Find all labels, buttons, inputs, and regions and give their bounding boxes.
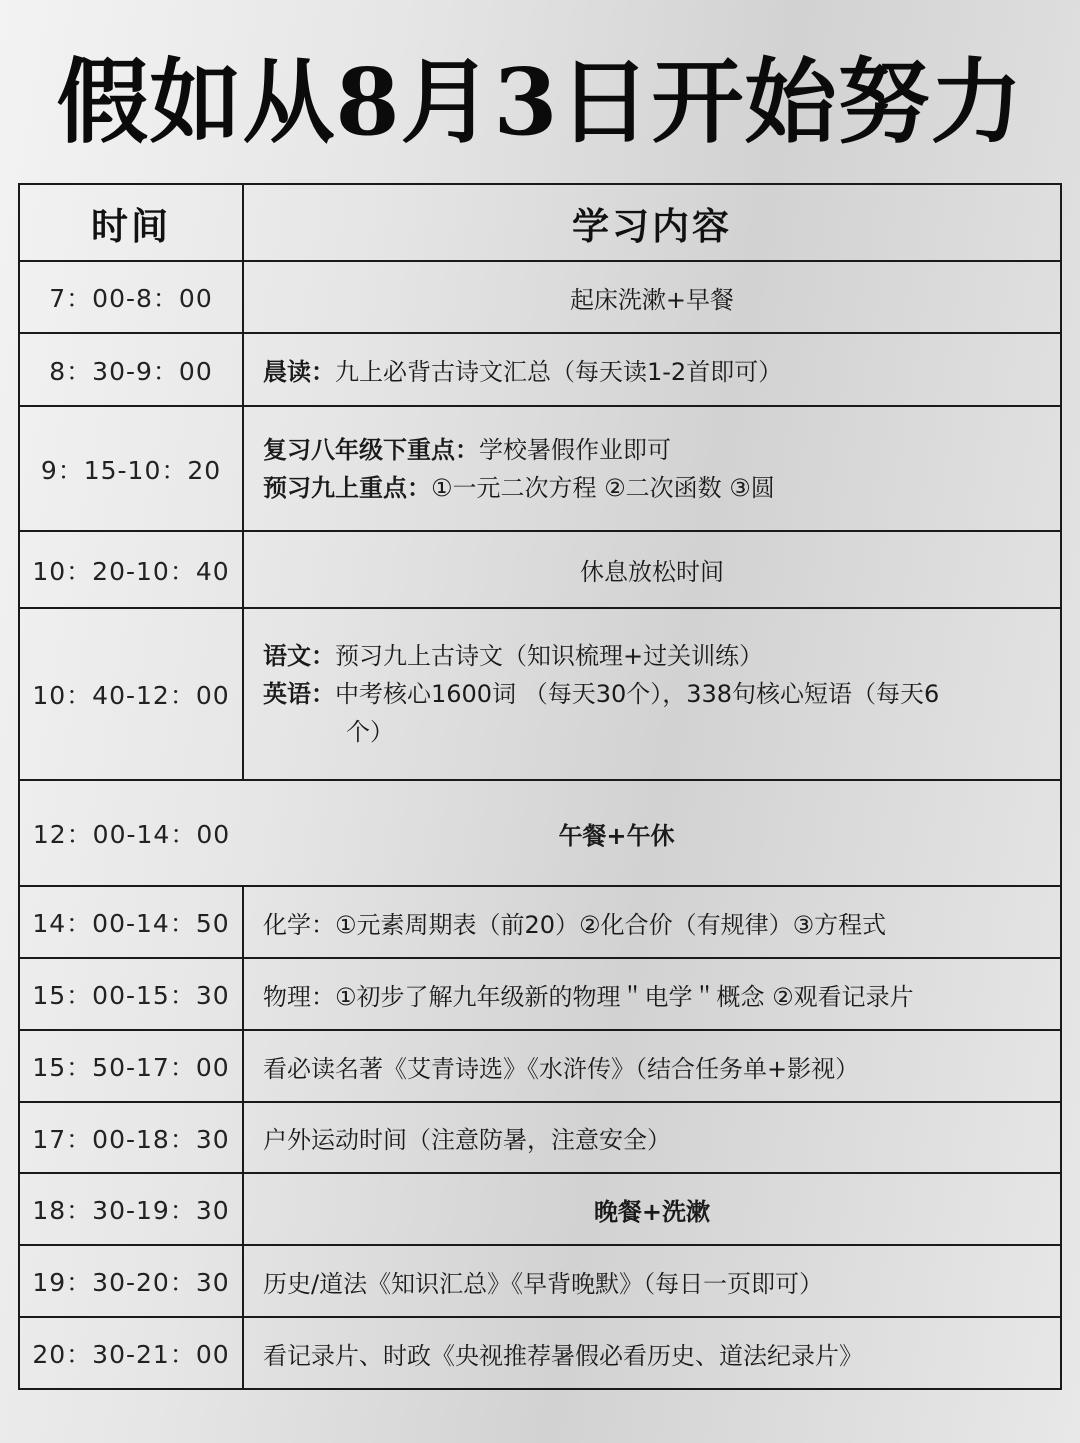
- row-time: 17：00-18：30: [19, 1102, 243, 1173]
- row-time: 18：30-19：30: [19, 1173, 243, 1245]
- row-content: 休息放松时间: [243, 531, 1061, 608]
- row-time: 10：40-12：00: [19, 608, 243, 780]
- table-header-row: [19, 184, 1061, 261]
- row-content: 晚餐+洗漱: [243, 1173, 1061, 1245]
- row-time: 14：00-14：50: [19, 886, 243, 958]
- table-row: [19, 261, 1061, 333]
- row-time: 12：00-14：00: [19, 780, 243, 886]
- row-content: [243, 608, 1061, 780]
- table-row: [19, 531, 1061, 608]
- table-row: [19, 780, 1061, 886]
- table-row: [19, 1030, 1061, 1102]
- row-content: 历史/道法《知识汇总》《早背晚默》（每日一页即可）: [243, 1245, 1061, 1317]
- table-row: [19, 1102, 1061, 1173]
- row-time: 10：20-10：40: [19, 531, 243, 608]
- table-row: [19, 958, 1061, 1030]
- table-row: [19, 886, 1061, 958]
- row-time: 7：00-8：00: [19, 261, 243, 333]
- row-text: 个）: [346, 718, 394, 746]
- row-label: 英语：: [263, 680, 335, 708]
- row-label: 语文：: [263, 642, 335, 670]
- schedule-table: [18, 183, 1062, 1390]
- row-label: 复习八年级下重点：: [263, 435, 479, 464]
- page-title: 假如从8月3日开始努力: [56, 48, 1024, 156]
- row-text: 九上必背古诗文汇总（每天读1-2首即可）: [335, 358, 783, 386]
- row-text: 预习九上古诗文（知识梳理+过关训练）: [335, 642, 764, 670]
- table-row: [19, 333, 1061, 406]
- row-content: 户外运动时间（注意防暑，注意安全）: [243, 1102, 1061, 1173]
- row-content: 看记录片、时政《央视推荐暑假必看历史、道法纪录片》: [243, 1317, 1061, 1389]
- table-row: [19, 608, 1061, 780]
- row-time: 9：15-10：20: [19, 406, 243, 531]
- row-content: 化学：①元素周期表（前20）②化合价（有规律）③方程式: [243, 886, 1061, 958]
- row-time: 20：30-21：00: [19, 1317, 243, 1389]
- row-content: 午餐+午休: [243, 780, 1061, 886]
- row-text: ①一元二次方程 ②二次函数 ③圆: [431, 473, 775, 502]
- row-content: 看必读名著《艾青诗选》《水浒传》（结合任务单+影视）: [243, 1030, 1061, 1102]
- row-content: 起床洗漱+早餐: [243, 261, 1061, 333]
- row-content: [243, 406, 1061, 531]
- table-row: [19, 1173, 1061, 1245]
- header-content: 学习内容: [243, 184, 1061, 261]
- row-text: 学校暑假作业即可: [479, 435, 671, 464]
- row-label: 晨读：: [263, 358, 335, 386]
- row-time: 8：30-9：00: [19, 333, 243, 406]
- row-content: [243, 333, 1061, 406]
- header-time: 时间: [19, 184, 243, 261]
- table-row: [19, 1317, 1061, 1389]
- row-time: 15：00-15：30: [19, 958, 243, 1030]
- row-text: 中考核心1600词 （每天30个），338句核心短语（每天6: [335, 680, 940, 708]
- row-time: 19：30-20：30: [19, 1245, 243, 1317]
- table-row: [19, 406, 1061, 531]
- row-label: 预习九上重点：: [263, 473, 431, 502]
- row-time: 15：50-17：00: [19, 1030, 243, 1102]
- row-content: 物理：①初步了解九年级新的物理＂电学＂概念 ②观看记录片: [243, 958, 1061, 1030]
- table-row: [19, 1245, 1061, 1317]
